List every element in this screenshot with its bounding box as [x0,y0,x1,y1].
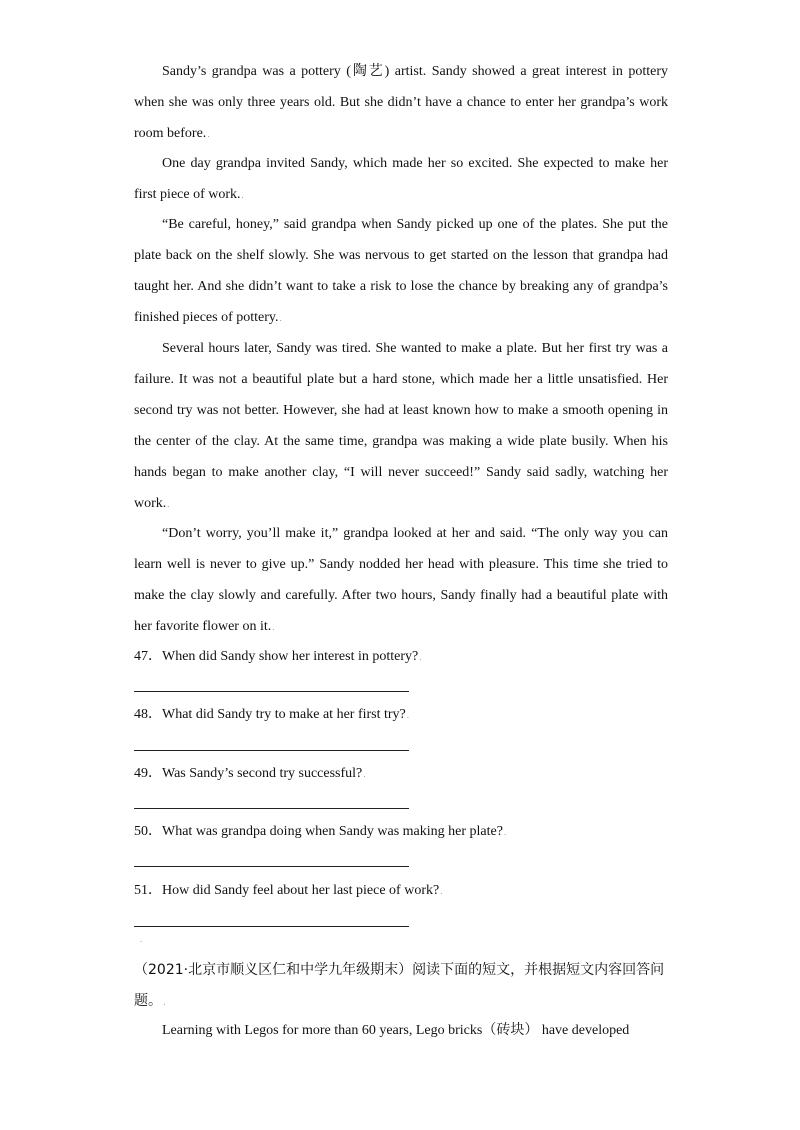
question-number: 51． [134,883,162,898]
question-51: 51．How did Sandy feel about her last piece of work?. [134,883,443,898]
answer-blank-49[interactable] [134,808,409,809]
answer-blank-51[interactable] [134,926,409,927]
question-48: 48．What did Sandy try to make at her first try?. [134,707,410,722]
question-text: What was grandpa doing when Sandy was making her plate? [162,824,503,839]
passage-paragraph-5: “Don’t worry, you’ll make it,” grandpa looked at her and said. “The only way you can learn well is never to give up.” Sandy nodded her head with pleasure. This time she tried to make the clay slowly and carefully. After two hours, Sandy finally had a beautiful plate with her favorite flower on it.. [134,526,668,634]
paragraph-end-mark: . [272,622,275,632]
empty-paragraph-mark: . [140,934,143,944]
question-text: Was Sandy’s second try successful? [162,766,363,781]
question-47: 47．When did Sandy show her interest in pottery?. [134,649,422,664]
passage-paragraph-3: “Be careful, honey,” said grandpa when Sandy picked up one of the plates. She put the plate back on the shelf slowly. She was nervous to get started on the lesson that grandpa had taught her. And she didn’t want to take a risk to lose the chance by breaking any of grandpa’s finished pieces of pottery.. [134,217,668,325]
section-instruction: （2021·北京市顺义区仁和中学九年级期末）阅读下面的短文，并根据短文内容回答问题。. [134,962,665,1009]
answer-blank-50[interactable] [134,866,409,867]
question-49: 49．Was Sandy’s second try successful?. [134,766,366,781]
question-text: When did Sandy show her interest in pottery? [162,649,419,664]
question-number: 47． [134,649,162,664]
question-50: 50．What was grandpa doing when Sandy was making her plate?. [134,824,507,839]
question-number: 48． [134,707,162,722]
question-text: What did Sandy try to make at her first try? [162,707,406,722]
passage-paragraph-2: One day grandpa invited Sandy, which made her so excited. She expected to make her first piece of work.. [134,156,668,202]
passage-paragraph-4: Several hours later, Sandy was tired. She wanted to make a plate. But her first try was a failure. It was not a beautiful plate but a hard stone, which made her a little unsatisfied. Her second try was not better. However, she had at least known how to make a smooth opening in the center of the clay. At the same time, grandpa was making a wide plate busily. When his hands began to make another clay, “I will never succeed!” Sandy said sadly, watching her work.. [134,341,668,511]
passage-paragraph-1: Sandy’s grandpa was a pottery (陶艺) artist. Sandy showed a great interest in pottery when she was only three years old. But she didn’t have a chance to enter her grandpa’s work room before.. [134,64,668,141]
answer-blank-48[interactable] [134,750,409,751]
answer-blank-47[interactable] [134,691,409,692]
paragraph-end-mark: . [279,313,282,323]
paragraph-end-mark: . [207,129,210,139]
next-passage-first-line: Learning with Legos for more than 60 years, Lego bricks（砖块） have developed [162,1023,630,1038]
paragraph-end-mark: . [167,499,170,509]
question-number: 49． [134,766,162,781]
question-text: How did Sandy feel about her last piece of work? [162,883,440,898]
question-number: 50． [134,824,162,839]
paragraph-end-mark: . [241,190,244,200]
